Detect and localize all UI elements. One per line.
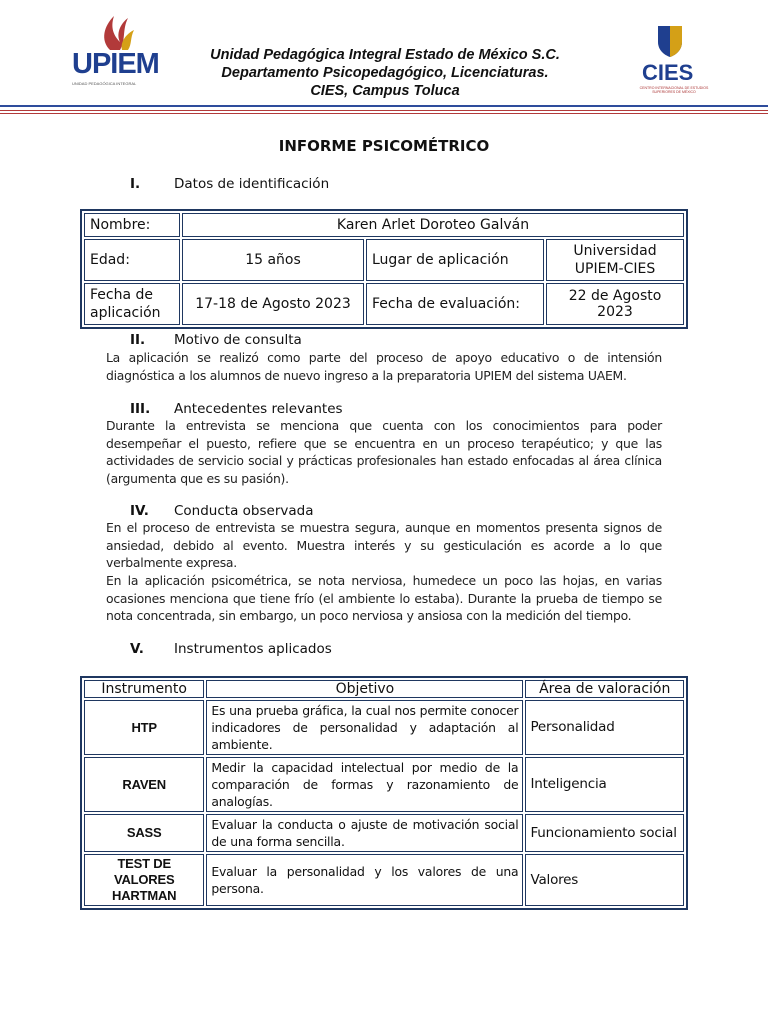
section-heading-conducta	[130, 503, 313, 519]
section-number: V.	[130, 641, 144, 657]
upiem-logo	[70, 12, 159, 92]
section-label: Datos de identificación	[174, 176, 330, 192]
institution-heading	[180, 46, 590, 100]
table-row	[84, 283, 684, 325]
conducta-paragraph-1: En el proceso de entrevista se muestra segura, aunque en momentos presenta signos de ansiedad, debido al evento. Muestra interés y su gesticulación es acorde a lo que verbalmente expresa.	[106, 520, 662, 571]
place-value	[546, 239, 684, 281]
table-row	[84, 700, 684, 755]
section-number: II.	[130, 332, 146, 348]
table-row	[84, 239, 684, 281]
section-label: Conducta observada	[174, 503, 314, 519]
header-divider-blue	[0, 105, 768, 107]
application-date-label-line2: aplicación	[90, 305, 161, 321]
age-label: Edad:	[84, 239, 180, 281]
section-number: IV.	[130, 503, 149, 519]
cies-logo-text: CIES	[642, 60, 694, 85]
age-value: 15 años	[182, 239, 364, 281]
area-cell: Funcionamiento social	[525, 814, 684, 852]
section-label: Antecedentes relevantes	[174, 401, 343, 417]
conducta-paragraph-2: En la aplicación psicométrica, se nota nerviosa, humedece un poco las hojas, en varias ocasiones menciona que tiene frío (el ambiente lo estaba). Durante la prueba de tiempo se nota concentrada, sin embargo, un poco nerviosa y ansiosa con la medición del tiempo.	[106, 573, 662, 624]
objective-cell: Evaluar la personalidad y los valores de una persona.	[206, 854, 523, 906]
table-row	[84, 213, 684, 237]
upiem-flame-icon	[70, 12, 156, 52]
upiem-logo-text: UPIEM	[72, 48, 159, 80]
table-row	[84, 757, 684, 812]
section-label: Instrumentos aplicados	[174, 641, 332, 657]
table-header-row	[84, 680, 684, 698]
place-value-line2: UPIEM-CIES	[574, 261, 656, 277]
upiem-logo-subtext: UNIDAD PEDAGÓGICA INTEGRAL	[72, 81, 137, 86]
section-heading-instrumentos	[130, 641, 332, 657]
evaluation-date-value: 22 de Agosto 2023	[546, 283, 684, 325]
report-title: INFORME PSICOMÉTRICO	[278, 137, 490, 155]
column-header: Instrumento	[84, 680, 204, 698]
header-divider-red-2	[0, 113, 768, 114]
area-cell: Personalidad	[525, 700, 684, 755]
place-value-line1: Universidad	[573, 243, 657, 259]
name-value: Karen Arlet Doroteo Galván	[182, 213, 684, 237]
instrument-cell: RAVEN	[84, 757, 204, 812]
application-date-label-line1: Fecha de	[90, 287, 153, 303]
column-header: Área de valoración	[525, 680, 684, 698]
section-heading-identification	[130, 176, 329, 192]
application-date-value: 17-18 de Agosto 2023	[182, 283, 364, 325]
area-cell: Valores	[525, 854, 684, 906]
cies-logo	[634, 24, 714, 96]
campus-name: CIES, Campus Toluca	[310, 83, 460, 99]
objective-cell: Medir la capacidad intelectual por medio de la comparación de formas y razonamiento de analogías.	[206, 757, 523, 812]
objective-cell: Es una prueba gráfica, la cual nos permite conocer indicadores de personalidad y adaptación al ambiente.	[206, 700, 523, 755]
section-number: III.	[130, 401, 151, 417]
instrument-cell: TEST DE VALORES HARTMAN	[84, 854, 204, 906]
institution-name: Unidad Pedagógica Integral Estado de México S.C.	[210, 47, 560, 63]
department-name: Departamento Psicopedagógico, Licenciaturas.	[221, 65, 549, 81]
evaluation-date-label: Fecha de evaluación:	[366, 283, 544, 325]
identification-table	[80, 209, 688, 329]
area-cell: Inteligencia	[525, 757, 684, 812]
cies-shield-icon	[656, 24, 684, 58]
cies-logo-subtext: CENTRO INTERNACIONAL DE ESTUDIOS SUPERIORES DE MÉXICO	[639, 86, 709, 94]
table-row	[84, 814, 684, 852]
instrument-cell: HTP	[84, 700, 204, 755]
section-heading-antecedentes	[130, 401, 343, 417]
column-header: Objetivo	[206, 680, 523, 698]
motivo-paragraph: La aplicación se realizó como parte del proceso de apoyo educativo o de intensión diagnóstica a los alumnos de nuevo ingreso a la preparatoria UPIEM del sistema UAEM.	[106, 350, 662, 383]
place-label: Lugar de aplicación	[366, 239, 544, 281]
name-label: Nombre:	[84, 213, 180, 237]
document-header	[0, 0, 768, 110]
section-heading-motivo	[130, 332, 302, 348]
instrument-cell: SASS	[84, 814, 204, 852]
antecedentes-paragraph: Durante la entrevista se menciona que cuenta con los conocimientos para poder desempeñar el puesto, refiere que se encuentra en un proceso terapéutico; y que las actividades de servicio social y prácticas profesionales han estado enfocadas al área clínica (argumenta que es su pasión).	[106, 418, 662, 486]
section-number: I.	[130, 176, 141, 192]
table-row	[84, 854, 684, 906]
instruments-table	[80, 676, 688, 910]
header-divider-red-1	[0, 110, 768, 111]
application-date-label	[84, 283, 180, 325]
objective-cell: Evaluar la conducta o ajuste de motivación social de una forma sencilla.	[206, 814, 523, 852]
section-label: Motivo de consulta	[174, 332, 302, 348]
